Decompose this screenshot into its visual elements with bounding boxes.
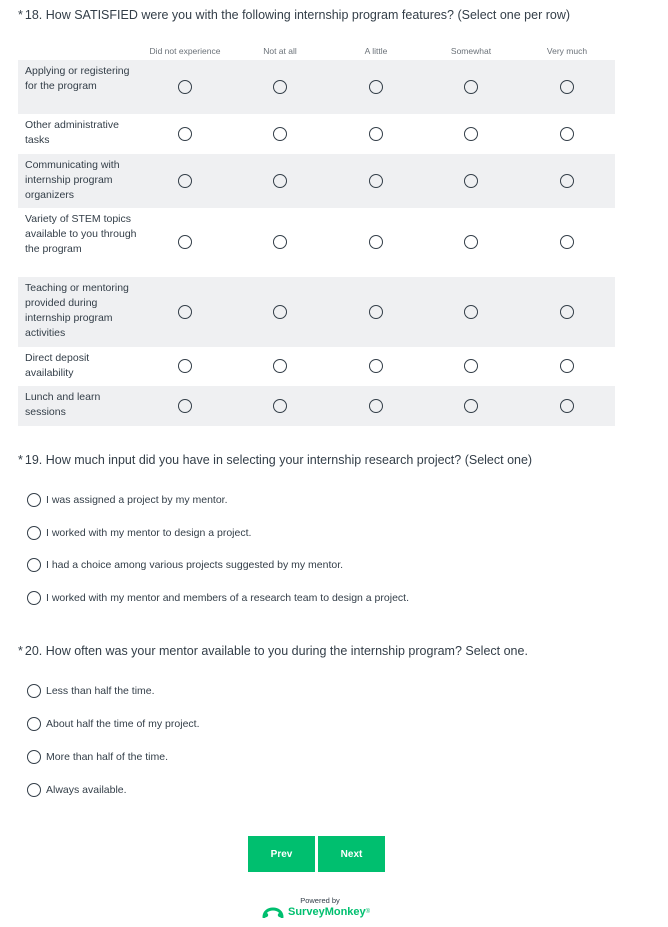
radio-did-not-experience[interactable] <box>178 235 192 249</box>
q20-option-about-half[interactable] <box>27 716 200 732</box>
matrix-row-direct-deposit <box>18 347 615 386</box>
next-button[interactable]: Next <box>318 836 385 872</box>
radio-a-little[interactable] <box>369 127 383 141</box>
radio-a-little[interactable] <box>369 399 383 413</box>
column-header-not-at-all: Not at all <box>263 46 297 56</box>
q20-option-always-available[interactable] <box>27 782 127 798</box>
radio-a-little[interactable] <box>369 174 383 188</box>
row-label: Other administrative tasks <box>25 119 119 146</box>
question-20-title <box>18 644 528 658</box>
radio-did-not-experience[interactable] <box>178 305 192 319</box>
radio-not-at-all[interactable] <box>273 127 287 141</box>
required-star: * <box>18 453 23 467</box>
required-star: * <box>18 8 23 22</box>
q19-option-worked-with-mentor[interactable] <box>27 525 251 541</box>
powered-by-text: Powered by <box>300 896 340 905</box>
q20-option-less-than-half[interactable] <box>27 683 155 699</box>
radio-not-at-all[interactable] <box>273 80 287 94</box>
question-20-text: 20. How often was your mentor available to you during the internship program? Select one. <box>24 644 528 658</box>
radio-somewhat[interactable] <box>464 359 478 373</box>
option-label: Less than half the time. <box>46 685 155 697</box>
radio-very-much[interactable] <box>560 305 574 319</box>
option-label: About half the time of my project. <box>46 718 200 730</box>
matrix-row-lunch-and-learn <box>18 386 615 426</box>
radio-did-not-experience[interactable] <box>178 399 192 413</box>
row-label: Lunch and learn sessions <box>25 391 101 418</box>
radio-not-at-all[interactable] <box>273 235 287 249</box>
option-label: I had a choice among various projects suggested by my mentor. <box>46 559 344 571</box>
prev-button[interactable]: Prev <box>248 836 315 872</box>
radio-somewhat[interactable] <box>464 305 478 319</box>
radio-button[interactable] <box>27 493 41 507</box>
matrix-row-admin-tasks <box>18 114 615 154</box>
option-label: I worked with my mentor to design a project. <box>46 527 252 539</box>
option-label: More than half of the time. <box>46 751 168 763</box>
radio-button[interactable] <box>27 684 41 698</box>
option-label: Always available. <box>46 784 127 796</box>
q19-option-assigned[interactable] <box>27 492 228 508</box>
column-header-did-not-experience: Did not experience <box>149 46 221 56</box>
radio-very-much[interactable] <box>560 174 574 188</box>
radio-button[interactable] <box>27 717 41 731</box>
matrix-row-applying <box>18 60 615 114</box>
radio-not-at-all[interactable] <box>273 305 287 319</box>
question-19-title <box>18 453 532 467</box>
monkey-logo-icon <box>262 906 284 918</box>
radio-somewhat[interactable] <box>464 399 478 413</box>
option-label: I was assigned a project by my mentor. <box>46 494 228 506</box>
radio-very-much[interactable] <box>560 359 574 373</box>
q19-option-research-team[interactable] <box>27 590 409 606</box>
radio-very-much[interactable] <box>560 80 574 94</box>
radio-did-not-experience[interactable] <box>178 80 192 94</box>
radio-button[interactable] <box>27 526 41 540</box>
radio-very-much[interactable] <box>560 399 574 413</box>
radio-did-not-experience[interactable] <box>178 174 192 188</box>
radio-somewhat[interactable] <box>464 80 478 94</box>
radio-very-much[interactable] <box>560 127 574 141</box>
radio-a-little[interactable] <box>369 359 383 373</box>
radio-button[interactable] <box>27 591 41 605</box>
row-label: Teaching or mentoring provided during internship program activities <box>25 282 129 339</box>
matrix-row-stem-topics <box>18 208 615 277</box>
matrix-row-teaching-mentoring <box>18 277 615 347</box>
row-label: Variety of STEM topics available to you through the program <box>25 213 137 255</box>
radio-button[interactable] <box>27 783 41 797</box>
radio-button[interactable] <box>27 750 41 764</box>
surveymonkey-logo[interactable] <box>262 906 370 918</box>
row-label: Communicating with internship program organizers <box>25 159 120 201</box>
radio-button[interactable] <box>27 558 41 572</box>
radio-a-little[interactable] <box>369 305 383 319</box>
question-19-text: 19. How much input did you have in selecting your internship research project? (Select one) <box>24 453 533 467</box>
column-header-somewhat: Somewhat <box>450 46 492 56</box>
radio-not-at-all[interactable] <box>273 399 287 413</box>
radio-a-little[interactable] <box>369 235 383 249</box>
matrix-row-communicating <box>18 154 615 208</box>
radio-somewhat[interactable] <box>464 174 478 188</box>
radio-not-at-all[interactable] <box>273 359 287 373</box>
radio-not-at-all[interactable] <box>273 174 287 188</box>
radio-somewhat[interactable] <box>464 127 478 141</box>
radio-somewhat[interactable] <box>464 235 478 249</box>
column-header-a-little: A little <box>364 46 388 56</box>
radio-very-much[interactable] <box>560 235 574 249</box>
question-18-title <box>18 8 570 22</box>
radio-did-not-experience[interactable] <box>178 127 192 141</box>
brand-name: SurveyMonkey <box>288 906 366 918</box>
radio-a-little[interactable] <box>369 80 383 94</box>
row-label: Direct deposit availability <box>25 352 90 379</box>
q20-option-more-than-half[interactable] <box>27 749 168 765</box>
q19-option-choice-among-projects[interactable] <box>27 557 343 573</box>
row-label: Applying or registering for the program <box>25 65 130 92</box>
column-header-very-much: Very much <box>546 46 588 56</box>
radio-did-not-experience[interactable] <box>178 359 192 373</box>
question-18-text: 18. How SATISFIED were you with the following internship program features? (Select one per row) <box>24 8 571 22</box>
required-star: * <box>18 644 23 658</box>
option-label: I worked with my mentor and members of a research team to design a project. <box>46 592 409 604</box>
registered-mark: ® <box>365 909 371 915</box>
